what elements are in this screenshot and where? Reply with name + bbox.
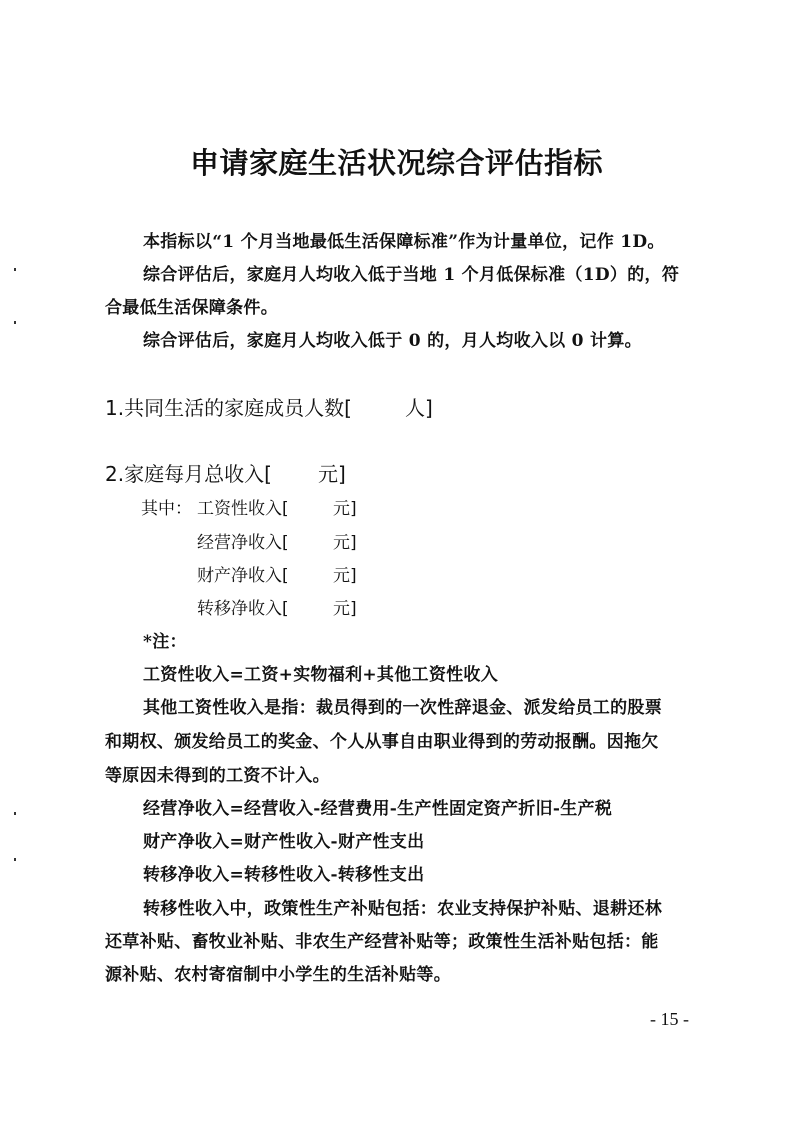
note-line-1: 工资性收入=工资+实物福利+其他工资性收入: [143, 665, 499, 685]
scan-speck: [14, 812, 16, 815]
business-income-unit: 元]: [333, 533, 357, 553]
intro-line-1: 本指标以“1 个月当地最低生活保障标准”作为计量单位，记作 1D。: [143, 232, 665, 252]
intro-line-4: 综合评估后，家庭月人均收入低于 0 的，月人均收入以 0 计算。: [143, 331, 642, 351]
document-title: 申请家庭生活状况综合评估指标: [189, 146, 603, 180]
intro-line-2: 综合评估后，家庭月人均收入低于当地 1 个月低保标准（1D）的，符: [143, 265, 680, 285]
sub-income-prefix: 其中：: [141, 499, 192, 519]
wage-income-unit: 元]: [333, 499, 357, 519]
property-income-unit: 元]: [333, 566, 357, 586]
note-line-4: 等原因未得到的工资不计入。: [105, 766, 330, 786]
scan-speck: [14, 858, 16, 861]
transfer-income-unit: 元]: [333, 599, 357, 619]
note-line-8: 转移性收入中，政策性生产补贴包括：农业支持保护补贴、退耕还林: [143, 899, 662, 919]
transfer-income-label: 转移净收入[: [197, 599, 289, 619]
note-line-10: 源补贴、农村寄宿制中小学生的生活补贴等。: [105, 965, 451, 985]
note-line-3: 和期权、颁发给员工的奖金、个人从事自由职业得到的劳动报酬。因拖欠: [105, 732, 659, 752]
note-line-9: 还草补贴、畜牧业补贴、非农生产经营补贴等；政策性生活补贴包括：能: [105, 932, 659, 952]
note-heading: *注：: [143, 632, 187, 652]
business-income-label: 经营净收入[: [197, 533, 289, 553]
scan-speck: [14, 268, 16, 271]
monthly-income-unit: 元]: [318, 462, 346, 486]
monthly-income-label: 2.家庭每月总收入[: [105, 462, 272, 486]
property-income-label: 财产净收入[: [197, 566, 289, 586]
household-members-unit: 人]: [405, 396, 433, 420]
note-line-5: 经营净收入=经营收入-经营费用-生产性固定资产折旧-生产税: [143, 799, 613, 819]
page-number: - 15 -: [650, 1009, 689, 1029]
household-members-label: 1.共同生活的家庭成员人数[: [105, 396, 352, 420]
scan-speck: [14, 321, 16, 324]
note-line-6: 财产净收入=财产性收入-财产性支出: [143, 832, 425, 852]
note-line-7: 转移净收入=转移性收入-转移性支出: [143, 865, 425, 885]
note-line-2: 其他工资性收入是指：裁员得到的一次性辞退金、派发给员工的股票: [143, 698, 662, 718]
intro-line-3: 合最低生活保障条件。: [105, 298, 278, 318]
wage-income-label: 工资性收入[: [197, 499, 289, 519]
